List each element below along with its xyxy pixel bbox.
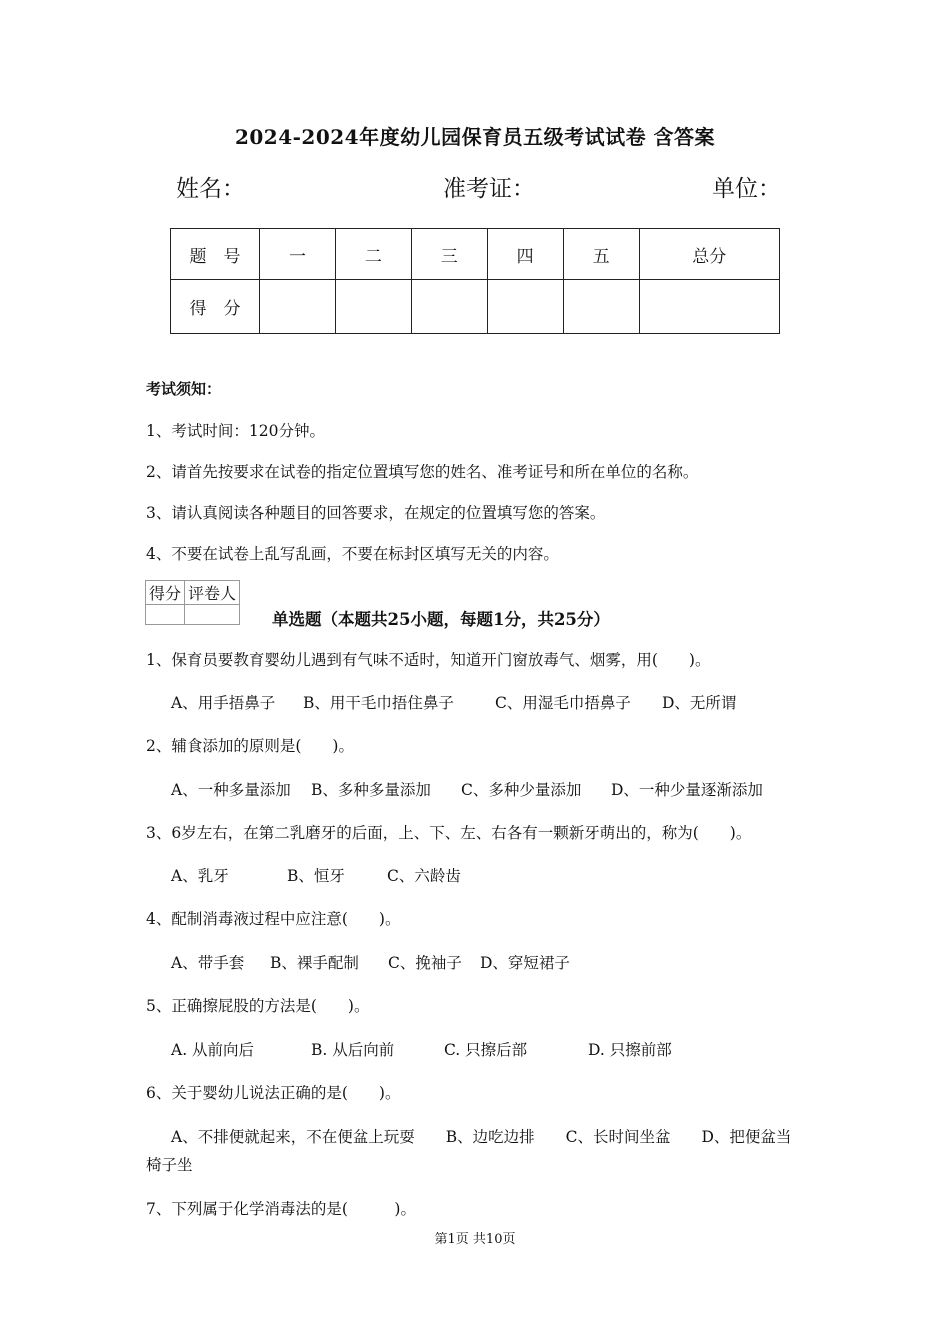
question: 4、配制消毒液过程中应注意( )。: [146, 910, 401, 928]
option[interactable]: D. 只擦前部: [588, 1041, 672, 1059]
question: 6、关于婴幼儿说法正确的是( )。: [146, 1084, 401, 1102]
grader-name-label: 评卷人: [185, 581, 240, 605]
option[interactable]: A、乳牙: [171, 867, 229, 885]
score-input-cell[interactable]: [411, 280, 487, 334]
option[interactable]: D、一种少量逐渐添加: [611, 781, 763, 799]
option[interactable]: C、六龄齿: [387, 867, 461, 885]
score-table-cell: 四: [487, 229, 563, 280]
question: 3、6岁左右，在第二乳磨牙的后面，上、下、左、右各有一颗新牙萌出的，称为( )。: [146, 824, 752, 842]
option[interactable]: B、裸手配制: [270, 954, 359, 972]
option[interactable]: A. 从前向后: [171, 1041, 255, 1059]
score-input-cell[interactable]: [335, 280, 411, 334]
grader-name-cell[interactable]: [185, 605, 240, 625]
question: 7、下列属于化学消毒法的是( )。: [146, 1200, 416, 1218]
option[interactable]: A、用手捂鼻子: [171, 694, 276, 712]
option-row: [171, 1038, 672, 1060]
grader-score-cell[interactable]: [146, 605, 185, 625]
score-input-cell[interactable]: [563, 280, 639, 334]
score-table-score-row: [171, 280, 780, 334]
notice-item: 1、考试时间：120分钟。: [146, 422, 325, 440]
option[interactable]: D、穿短裙子: [480, 954, 570, 972]
option[interactable]: B. 从后向前: [311, 1041, 395, 1059]
score-table-cell: 题 号: [171, 229, 260, 280]
score-input-cell[interactable]: [260, 280, 336, 334]
score-input-cell[interactable]: [639, 280, 779, 334]
option[interactable]: C、多种少量添加: [461, 781, 582, 799]
score-table-cell: 三: [411, 229, 487, 280]
score-table-header-row: [171, 229, 780, 280]
question: 5、正确擦屁股的方法是( )。: [146, 997, 370, 1015]
score-table-cell: 得 分: [171, 280, 260, 334]
notice-item: 2、请首先按要求在试卷的指定位置填写您的姓名、准考证号和所在单位的名称。: [146, 463, 699, 481]
option[interactable]: B、多种多量添加: [311, 781, 431, 799]
score-table: [170, 228, 780, 334]
option-row[interactable]: A、不排便就起来，不在便盆上玩耍 B、边吃边排 C、长时间坐盆 D、把便盆当: [171, 1128, 792, 1146]
option[interactable]: D、无所谓: [662, 694, 737, 712]
score-table-cell: 总分: [639, 229, 779, 280]
option[interactable]: A、一种多量添加: [171, 781, 291, 799]
section-title: 单选题（本题共25小题，每题1分，共25分）: [272, 610, 610, 629]
grader-score-label: 得分: [146, 581, 185, 605]
option[interactable]: C. 只擦后部: [444, 1041, 528, 1059]
option[interactable]: B、用干毛巾捂住鼻子: [303, 694, 454, 712]
exam-id-label: 准考证：: [443, 176, 535, 202]
question: 1、保育员要教育婴幼儿遇到有气味不适时，知道开门窗放毒气、烟雾，用( )。: [146, 651, 711, 669]
page-footer: 第1页 共10页: [434, 1232, 516, 1247]
option-row: [171, 778, 763, 800]
notice-item: 3、请认真阅读各种题目的回答要求，在规定的位置填写您的答案。: [146, 504, 606, 522]
option[interactable]: B、恒牙: [287, 867, 345, 885]
option-row: [171, 864, 461, 886]
score-table-cell: 二: [335, 229, 411, 280]
option-row: [171, 691, 736, 713]
notice-item: 4、不要在试卷上乱写乱画，不要在标封区填写无关的内容。: [146, 545, 559, 563]
option[interactable]: C、用湿毛巾捂鼻子: [495, 694, 631, 712]
unit-label: 单位：: [712, 176, 781, 202]
page-title: 2024-2024年度幼儿园保育员五级考试试卷 含答案: [234, 125, 716, 149]
notice-heading: 考试须知：: [146, 380, 222, 398]
option-row-continued[interactable]: 椅子坐: [146, 1156, 193, 1174]
option-row: [171, 951, 570, 973]
question: 2、辅食添加的原则是( )。: [146, 737, 354, 755]
grader-box: [145, 580, 240, 625]
option[interactable]: A、带手套: [171, 954, 245, 972]
name-label: 姓名：: [176, 176, 245, 202]
score-input-cell[interactable]: [487, 280, 563, 334]
score-table-cell: 五: [563, 229, 639, 280]
option[interactable]: C、挽袖子: [388, 954, 462, 972]
score-table-cell: 一: [260, 229, 336, 280]
